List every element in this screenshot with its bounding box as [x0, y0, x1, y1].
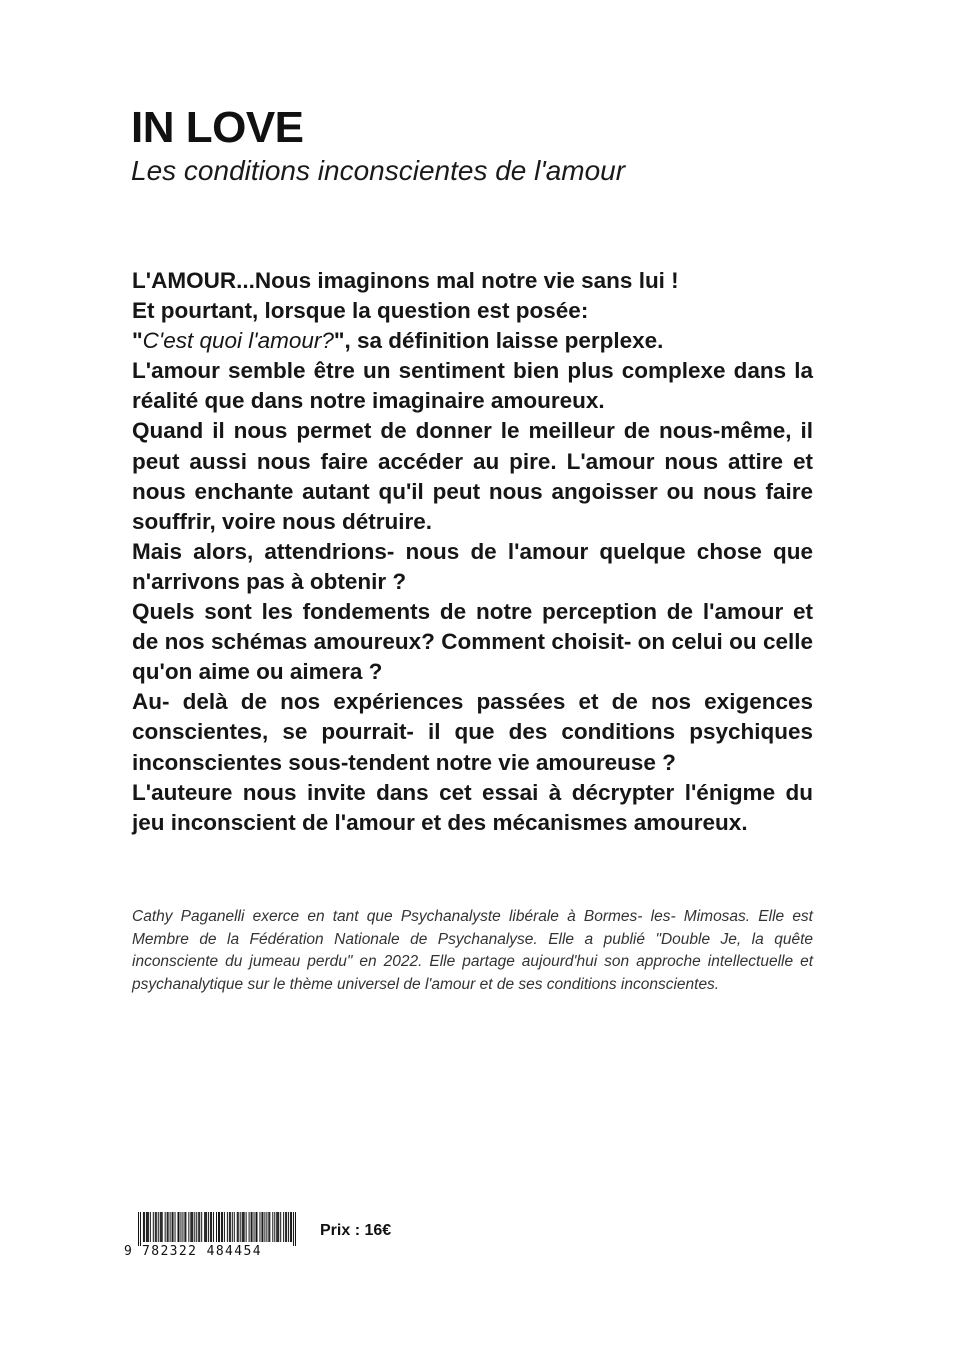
barcode-bar: [201, 1212, 202, 1242]
barcode-bar: [178, 1212, 179, 1242]
barcode-bar: [178, 1212, 179, 1242]
barcode-bar: [188, 1212, 189, 1242]
blurb-paragraph: L'auteure nous invite dans cet essai à décrypter l'énigme du jeu inconscient de l'amour et des mécanismes amoureux.: [132, 779, 813, 835]
barcode-bar: [156, 1212, 157, 1242]
blurb-text: ", sa définition laisse perplexe.: [333, 328, 664, 354]
barcode-bar: [194, 1212, 195, 1242]
barcode-bar: [206, 1212, 207, 1242]
barcode-bar: [216, 1212, 217, 1242]
barcode-bar: [182, 1212, 183, 1242]
barcode-bar: [268, 1212, 269, 1242]
barcode-bar: [172, 1212, 173, 1242]
blurb-paragraph: [132, 326, 813, 356]
barcode-bar: [158, 1212, 159, 1242]
blurb: [132, 266, 813, 838]
quoted-question: C'est quoi l'amour?: [142, 328, 334, 354]
barcode-bar: [160, 1212, 161, 1242]
barcode-bar: [283, 1212, 284, 1242]
barcode-bar: [175, 1212, 176, 1242]
barcode-bar: [161, 1212, 162, 1242]
blurb-paragraph: Quels sont les fondements de notre perception de l'amour et de nos schémas amoureux? Comment choisit- on celui ou celle qu'on aime ou aimera ?: [132, 599, 813, 685]
barcode-bar: [238, 1212, 239, 1242]
author-bio: Cathy Paganelli exerce en tant que Psychanalyste libérale à Bormes- les- Mimosas. Elle est Membre de la Fédération Nationale de Psychanalyse. Elle a publié "Double Je, la quête inconsciente du jumeau perdu" en 2022. Elle partage aujourd'hui son approche intellectuelle et psychanalytique sur le thème universel de l'amour et de ses conditions inconscientes.: [132, 908, 813, 993]
barcode-bar: [140, 1212, 141, 1246]
barcode-bar: [274, 1212, 275, 1242]
barcode-bar: [244, 1212, 245, 1242]
book-title: IN LOVE: [131, 103, 304, 152]
book-subtitle: Les conditions inconscientes de l'amour: [131, 155, 626, 186]
barcode-bar: [138, 1212, 139, 1246]
barcode-bar: [291, 1212, 292, 1242]
barcode-bar: [162, 1212, 163, 1242]
barcode-bar: [184, 1212, 185, 1242]
barcode-bar: [168, 1212, 169, 1242]
barcode-bar: [237, 1212, 238, 1242]
barcode-bar: [229, 1212, 230, 1242]
barcode-bar: [259, 1212, 260, 1242]
barcode-bar: [211, 1212, 212, 1242]
barcode-bars: [138, 1212, 296, 1246]
barcode-bar: [280, 1212, 281, 1242]
barcode-bar: [153, 1212, 154, 1242]
barcode-bar: [190, 1212, 191, 1242]
barcode-bar: [210, 1212, 211, 1242]
quote-mark: ": [132, 328, 143, 354]
barcode-bar: [272, 1212, 273, 1242]
blurb-paragraph: Et pourtant, lorsque la question est posée:: [132, 298, 589, 324]
barcode-bar: [232, 1212, 233, 1242]
barcode-bar: [262, 1212, 263, 1242]
barcode-bar: [246, 1212, 247, 1242]
barcode-bar: [148, 1212, 149, 1242]
barcode-bar: [249, 1212, 250, 1242]
barcode-bar: [205, 1212, 206, 1242]
barcode-bar: [288, 1212, 289, 1242]
barcode-bar: [269, 1212, 270, 1242]
barcode-bar: [191, 1212, 192, 1242]
barcode-bar: [170, 1212, 171, 1242]
barcode-bar: [256, 1212, 257, 1242]
barcode-bar: [254, 1212, 255, 1242]
barcode-bar: [165, 1212, 166, 1242]
barcode-bar: [293, 1212, 294, 1246]
barcode-bar: [204, 1212, 205, 1242]
barcode-bar: [234, 1212, 235, 1242]
barcode-bar: [277, 1212, 278, 1242]
barcode-bar: [251, 1212, 252, 1242]
barcode-bar: [252, 1212, 253, 1242]
barcode-bar: [242, 1212, 243, 1242]
barcode-bar: [199, 1212, 200, 1242]
blurb-paragraph: L'AMOUR...Nous imaginons mal notre vie sans lui !: [132, 268, 679, 293]
barcode-bar: [240, 1212, 241, 1242]
barcode-bar: [155, 1212, 156, 1242]
barcode-bar: [196, 1212, 197, 1242]
isbn-digits: 782322 484454: [142, 1244, 262, 1259]
barcode-bar: [285, 1212, 286, 1242]
barcode-bar: [266, 1212, 267, 1242]
barcode-bar: [230, 1212, 231, 1242]
barcode-bar: [222, 1212, 223, 1242]
barcode-bar: [290, 1212, 291, 1242]
blurb-paragraph: Quand il nous permet de donner le meilleur de nous-même, il peut aussi nous faire accéder au pire. L'amour nous attire et nous enchante autant qu'il peut nous angoisser ou nous faire souffrir, voire nous détruire.: [132, 418, 813, 534]
barcode-bar: [198, 1212, 199, 1242]
barcode-bar: [218, 1212, 219, 1242]
barcode-bar: [257, 1212, 258, 1242]
barcode-bar: [147, 1212, 148, 1242]
barcode-bar: [167, 1212, 168, 1242]
isbn-first-digit: 9: [124, 1244, 133, 1259]
barcode-bar: [264, 1212, 265, 1242]
barcode-bar: [213, 1212, 214, 1242]
barcode-bar: [286, 1212, 287, 1242]
barcode-bar: [180, 1212, 181, 1242]
barcode-bar: [144, 1212, 145, 1242]
barcode-bar: [185, 1212, 186, 1242]
barcode-bar: [173, 1212, 174, 1242]
blurb-paragraph: Au- delà de nos expériences passées et de nos exigences conscientes, se pourrait- il que des conditions psychiques inconscientes sous-tendent notre vie amoureuse ?: [132, 689, 813, 775]
blurb-paragraph: Mais alors, attendrions- nous de l'amour quelque chose que n'arrivons pas à obtenir ?: [132, 538, 813, 594]
barcode-bar: [278, 1212, 279, 1242]
barcode-bar: [276, 1212, 277, 1242]
price-label: Prix : 16€: [320, 1222, 392, 1239]
barcode-bar: [150, 1212, 151, 1242]
barcode-bar: [146, 1212, 147, 1242]
barcode-bar: [208, 1212, 209, 1242]
isbn-barcode: [124, 1212, 300, 1262]
barcode-bar: [243, 1212, 244, 1242]
barcode-bar: [221, 1212, 222, 1242]
barcode-bar: [219, 1212, 220, 1242]
barcode-bar: [261, 1212, 262, 1242]
barcode-bar: [224, 1212, 225, 1242]
barcode-bar: [192, 1212, 193, 1242]
barcode-bar: [143, 1212, 144, 1242]
barcode-bar: [227, 1212, 228, 1242]
blurb-paragraph: L'amour semble être un sentiment bien plus complexe dans la réalité que dans notre imaginaire amoureux.: [132, 358, 813, 414]
barcode-bar: [295, 1212, 296, 1246]
